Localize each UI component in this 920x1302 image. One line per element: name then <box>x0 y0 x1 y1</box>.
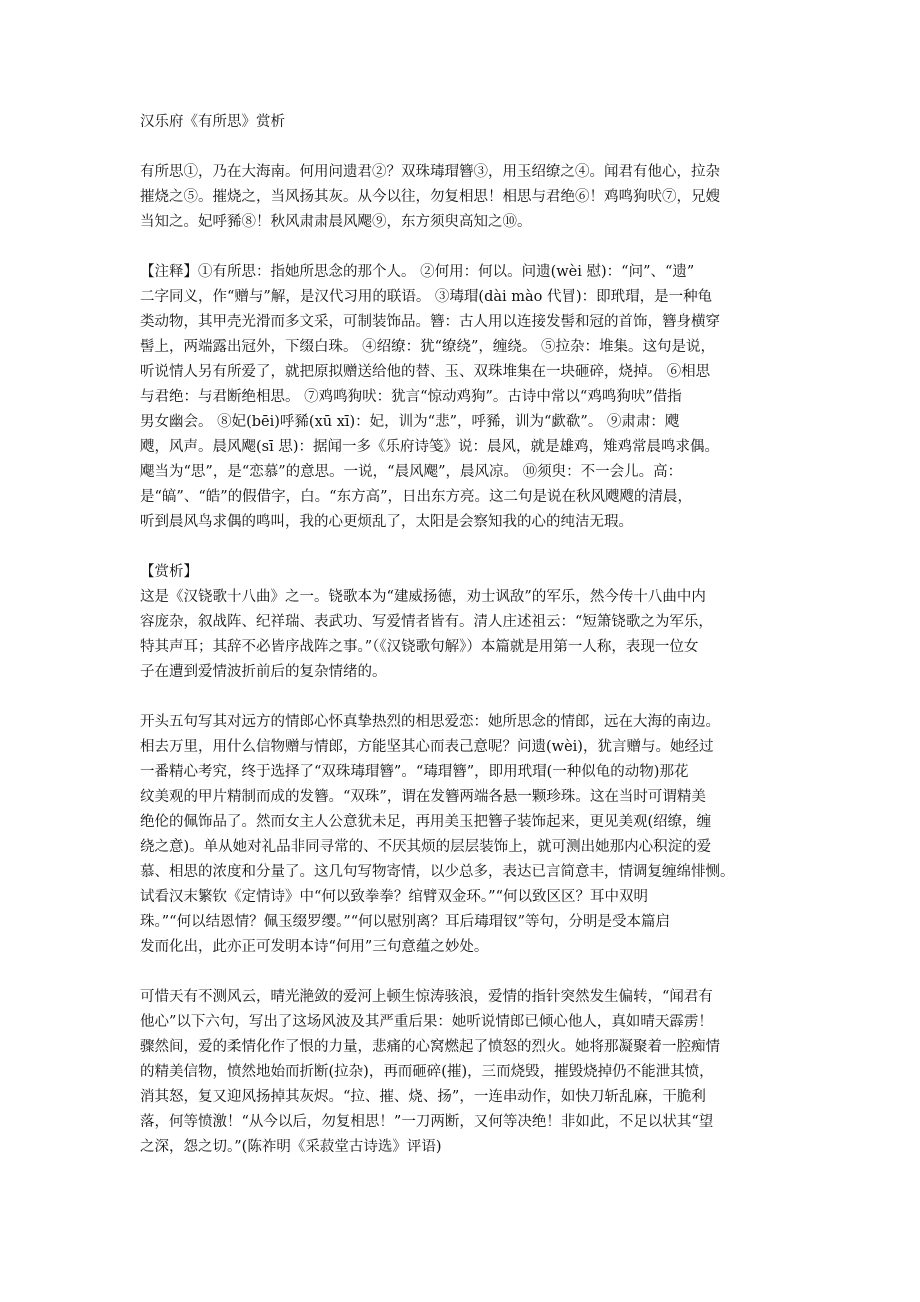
paragraph-line: 落，何等愤激！“从今以后，勿复相思！”一刀两断，又何等决绝！非如此，不足以状其“望 <box>140 1114 714 1130</box>
paragraph-line: 容庞杂，叙战阵、纪祥瑞、表武功、写爱情者皆有。清人庄述祖云：“短箫铙歌之为军乐， <box>140 614 713 630</box>
notes-line: 二字同义，作“赠与”解，是汉代习用的联语。 ③瑇瑁(dài mào 代冒)：即玳瑁，是一种龟 <box>140 289 713 305</box>
paragraph-line: 绝伦的佩饰品了。然而女主人公意犹未足，再用美玉把簪子装饰起来，更见美观(绍缭，缠 <box>140 814 712 830</box>
spacer <box>140 960 800 985</box>
paragraph-line: 慕、相思的浓度和分量了。这几句写物寄情，以少总多，表达已言简意丰，情调复缠绵悱恻。 <box>140 864 735 880</box>
paragraph-line: 一番精心考究，终于选择了“双珠瑇瑁簪”。“瑇瑁簪”，即用玳瑁(一种似龟的动物)那花 <box>140 764 689 780</box>
appreciation-paragraph-1 <box>140 585 800 685</box>
document-page <box>140 110 800 1160</box>
poem-text <box>140 160 800 235</box>
paragraph-line: 绕之意)。单从她对礼品非同寻常的、不厌其烦的层层装饰上，就可测出她那内心积淀的爱 <box>140 839 712 855</box>
paragraph-line: 子在遭到爱情波折前后的复杂情绪的。 <box>140 664 387 680</box>
poem-line: 当知之。妃呼豨⑧！秋风肃肃晨风飔⑨，东方须臾高知之⑩。 <box>140 214 532 230</box>
paragraph-line: 特其声耳；其辞不必皆序战阵之事。”（《汉铙歌句解》）本篇就是用第一人称，表现一位女 <box>140 639 699 655</box>
document-title: 汉乐府《有所思》赏析 <box>140 114 285 130</box>
notes-line: 与君绝：与君断绝相思。 ⑦鸡鸣狗吠：犹言“惊动鸡狗”。古诗中常以“鸡鸣狗吠”借指 <box>140 389 682 405</box>
notes-line: 类动物，其甲壳光滑而多文采，可制装饰品。簪：古人用以连接发髻和冠的首饰，簪身横穿 <box>140 314 720 330</box>
spacer <box>140 535 800 560</box>
appreciation-paragraph-2 <box>140 710 800 960</box>
notes-section <box>140 260 800 535</box>
notes-line: 飔当为“思”，是“恋慕”的意思。一说，“晨风飔”，晨风凉。 ⑩须臾：不一会儿。高： <box>140 464 683 480</box>
paragraph-line: 相去万里，用什么信物赠与情郎，方能坚其心而表己意呢？问遗(wèi)，犹言赠与。她经过 <box>140 739 714 755</box>
paragraph-line: 可惜天有不测风云，晴光滟敛的爱河上顿生惊涛骇浪，爱情的指针突然发生偏转，“闻君有 <box>140 989 713 1005</box>
paragraph-line: 试看汉末繁钦《定情诗》中“何以致拳拳？绾臂双金环。”“何以致区区？耳中双明 <box>140 889 648 905</box>
paragraph-line: 之深，怨之切。”(陈祚明《采菽堂古诗选》评语) <box>140 1139 442 1155</box>
paragraph-line: 骤然间，爱的柔情化作了恨的力量，悲痛的心窝燃起了愤怒的烈火。她将那凝聚着一腔痴情 <box>140 1039 720 1055</box>
paragraph-line: 发而化出，此亦正可发明本诗“何用”三句意蕴之妙处。 <box>140 939 489 955</box>
paragraph-line: 开头五句写其对远方的情郎心怀真挚热烈的相思爱恋：她所思念的情郎，远在大海的南边。 <box>140 714 720 730</box>
poem-line: 有所思①，乃在大海南。何用问遗君②？双珠瑇瑁簪③，用玉绍缭之④。闻君有他心，拉杂 <box>140 164 720 180</box>
appreciation-heading: 【赏析】 <box>140 564 198 580</box>
paragraph-line: 消其怒，复又迎风扬掉其灰烬。“拉、摧、烧、扬”，一连串动作，如快刀斩乱麻，干脆利 <box>140 1089 706 1105</box>
paragraph-line: 这是《汉铙歌十八曲》之一。铙歌本为“建威扬德，劝士讽敌”的军乐，然今传十八曲中内 <box>140 589 706 605</box>
paragraph-line: 的精美信物，愤然地始而折断(拉杂)，再而砸碎(摧)，三而烧毁，摧毁烧掉仍不能泄其愤， <box>140 1064 714 1080</box>
paragraph-line: 纹美观的甲片精制而成的发簪。“双珠”，谓在发簪两端各悬一颗珍珠。这在当时可谓精美 <box>140 789 706 805</box>
spacer <box>140 685 800 710</box>
notes-line: 听到晨风鸟求偶的鸣叫，我的心更烦乱了，太阳是会察知我的心的纯洁无瑕。 <box>140 514 633 530</box>
paragraph-line: 珠。”“何以结恩情？佩玉缀罗缨。”“何以慰别离？耳后瑇瑁钗”等句，分明是受本篇启 <box>140 914 671 930</box>
notes-line: 【注释】①有所思：指她所思念的那个人。 ②何用：何以。问遗(wèi 慰)：“问”、“遗” <box>140 264 695 280</box>
spacer <box>140 235 800 260</box>
appreciation-paragraph-3 <box>140 985 800 1160</box>
paragraph-line: 他心”以下六句，写出了这场风波及其严重后果：她听说情郎已倾心他人，真如晴天霹雳！ <box>140 1014 713 1030</box>
spacer <box>140 135 800 160</box>
notes-line: 飕，风声。晨风飔(sī 思)：据闻一多《乐府诗笺》说：晨风，就是雄鸡，雉鸡常晨鸣求偶。 <box>140 439 719 455</box>
notes-line: 髻上，两端露出冠外，下缀白珠。 ④绍缭：犹“缭绕”，缠绕。 ⑤拉杂：堆集。这句是说， <box>140 339 716 355</box>
appreciation-section <box>140 560 800 1160</box>
poem-line: 摧烧之⑤。摧烧之，当风扬其灰。从今以往，勿复相思！相思与君绝⑥！鸡鸣狗吠⑦，兄嫂 <box>140 189 720 205</box>
notes-line: 是“皜”、“皓”的假借字，白。“东方高”，日出东方亮。这二句是说在秋风飕飕的清晨， <box>140 489 692 505</box>
notes-line: 听说情人另有所爱了，就把原拟赠送给他的替、玉、双珠堆集在一块砸碎，烧掉。 ⑥相思 <box>140 364 711 380</box>
notes-line: 男女幽会。 ⑧妃(bēi)呼豨(xū xī)：妃，训为“悲”，呼豨，训为“歔欷”。 ⑨肃肃：飕 <box>140 414 680 430</box>
